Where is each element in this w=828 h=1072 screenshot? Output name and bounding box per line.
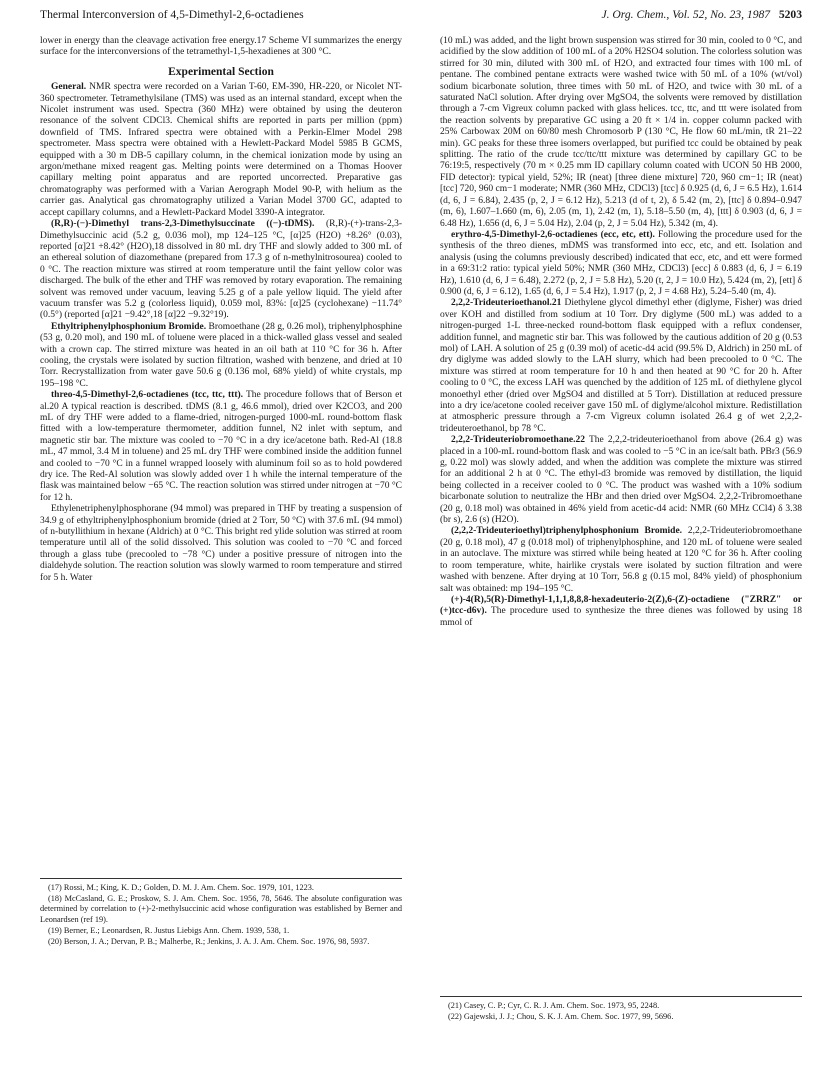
tdms-text: (R,R)-(+)-trans-2,3-Dimethylsuccinic acid (5.2 g, 0.036 mol), mp 124–125 °C, [α]25 (H2O) +8.26° (0.03), reported [α]21 +8.42° (H2O),18 dissolved in 80 mL dry THF and slowly added to 300 mL of an ethereal solution of diazomethane (prepared from 17.3 g of n-methylnitrosourea) cooled to 0 °C. The reaction mixture was stirred at room temperature until the faint yellow color was discharged. The bulk of the ether and THF was removed by rotary evaporation. The remaining solvent was removed under vacuum, leaving 5.25 g of a pale yellow liquid. The yield after vacuum transfer was 5.2 g (colorless liquid), 0.059 mol, 83%: [α]25 (cyclohexane) −11.74° (0.5°) (reported [α]21 −9.42°,18 [α]22 −9.32°19). — [40, 219, 403, 321]
ylide-paragraph: Ethylenetriphenylphosphorane (94 mmol) was prepared in THF by treating a suspension of 34.9 g of ethyltriphenylphosphonium bromide (dried at 2 Torr, 50 °C) with 37.6 mL (94 mmol) of n-butyllithium in hexane (Aldrich) at 0 °C. This bright red ylide solution was stirred at room temperature until all of the solid dissolved. This solution was cooled to −70 °C and forced through a glass tube (precooled to −78 °C) under a positive pressure of nitrogen into the dialdehyde solution. The reaction solution was slowly warmed to room temperature and stirred for 5 h. Water — [40, 504, 402, 583]
erythro-heading: erythro-4,5-Dimethyl-2,6-octadienes (ecc, etc, ett). — [451, 229, 655, 240]
trideuterioethanol-text: Diethylene glycol dimethyl ether (diglyme, Fisher) was dried over KOH and distilled from sodium at 10 Torr. Dry diglyme (500 mL) was added to a nitrogen-purged 1-L three-necked round-bottom flask equipped with a reflux condenser, addition funnel, and magnetic stir bar. This was followed by the cautious addition of 20 g (0.53 mol) of LAH. A solution of 25 g (0.39 mol) of acetic-d4 acid (99.5% D, Aldrich) in 250 mL of dry diglyme was added slowly to the LAH slurry, which had been precooled to 0 °C. The mixture was stirred at room temperature for 10 h and then heated at 90 °C for 20 h. After cooling to 0 °C, the excess LAH was quenched by the addition of 125 mL of diethylene glycol monoethyl ether (dried over MgSO4 and distilled at 5 Torr). Distillation at reduced pressure into a dry ice/acetone cooled receiver gave 150 mL of diglyme/alcohol mixture. Redistillation at atmospheric pressure through a 7-cm Vigreux column isolated 26.4 g of wet 2,2,2-trideuteroethanol, bp 78 °C. — [440, 298, 802, 434]
intro-paragraph: lower in energy than the cleavage activation free energy.17 Scheme VI summarizes the energy surface for the interconversions of the tetramethyl-1,5-hexadienes at 300 °C. — [40, 36, 402, 58]
footnotes-right — [440, 996, 802, 1023]
etpp-text: Bromoethane (28 g, 0.26 mol), triphenylphosphine (53 g, 0.20 mol), and 190 mL of toluene were placed in a thick-walled glass vessel and sealed with a crown cap. The stirred mixture was heated in an oil bath at 110 °C for 36 h. After cooling, the crystals were isolated by suction filtration, washed with benzene, and dried at 10 Torr. Recrystallization from water gave 50.6 g (0.136 mol, 68% yield) of white crystals, mp 195–198 °C. — [40, 321, 402, 389]
trideuteriobromoethane-text: The 2,2,2-trideuterioethanol from above (26.4 g) was placed in a 100-mL round-bottom flask and was cooled to −5 °C in an ice/salt bath. PBr3 (56.9 g, 0.22 mol) was slowly added, and when the addition was complete the mixture was stirred for an additional 2 h at 0 °C. The ethyl-d3 bromide was removed by distillation, the liquid being collected in a receiver cooled to 0 °C. The product was washed with a 10% sodium bicarbonate solution to neutralize the HBr and then dried over MgSO4. 2,2,2-Tribromoethane (20 g, 0.18 mol) was obtained in 46% yield from acetic-d4 acid: NMR (60 MHz CCl4) δ 3.38 (br s), 2.6 (s) (H2O). — [440, 435, 802, 526]
running-header — [40, 8, 802, 24]
footnote: (22) Gajewski, J. J.; Chou, S. K. J. Am. Chem. Soc. 1977, 99, 5696. — [448, 1012, 674, 1022]
left-column — [40, 36, 402, 584]
erythro-paragraph — [440, 230, 802, 298]
trideuterioethanol-paragraph — [440, 298, 802, 435]
phosphonium-paragraph — [440, 526, 802, 594]
phosphonium-heading: (2,2,2-Trideuterioethyl)triphenylphosphonium Bromide. — [451, 526, 683, 537]
hexadeuterio-heading: (+)-4(R),5(R)-Dimethyl-1,1,1,8,8,8-hexadeuterio-2(Z),6-(Z)-octadiene ("ZRRZ" or (+)tcc-d6v). — [440, 594, 802, 617]
etpp-paragraph — [40, 322, 402, 390]
footnote: (17) Rossi, M.; King, K. D.; Golden, D. M. J. Am. Chem. Soc. 1979, 101, 1223. — [48, 883, 314, 892]
trideuterioethanol-heading: 2,2,2-Trideuterioethanol.21 — [451, 298, 562, 309]
footnote: (19) Berner, E.; Leonardsen, R. Justus Liebigs Ann. Chem. 1939, 538, 1. — [48, 925, 290, 935]
trideuteriobromoethane-heading: 2,2,2-Trideuteriobromoethane.22 — [451, 435, 585, 446]
journal-citation — [601, 8, 802, 21]
footnote-rule — [440, 996, 802, 997]
phosphonium-text: 2,2,2-Trideuteriobromoethane (20 g, 0.18 mol), 47 g (0.018 mol) of triphenylphosphine, and 120 mL of toluene were sealed in an autoclave. The mixture was stirred while being heated at 120 °C for 36 h. After cooling to room temperature, white, hairlike crystals were isolated by suction filtration and were washed with benzene. After drying at 10 Torr, 56.8 g (0.15 mol, 84% yield) of phosphonium salt was obtained: mp 194–195 °C. — [440, 526, 802, 594]
trideuteriobromoethane-paragraph — [440, 435, 802, 526]
footnote: (18) McCasland, G. E.; Proskow, S. J. Am. Chem. Soc. 1956, 78, 5646. The absolute configuration was determined by correlation to (+)-2-methylsuccinic acid whose configuration was established by Berner and Leonardsen (ref 19). — [40, 894, 402, 924]
general-text: NMR spectra were recorded on a Varian T-60, EM-390, HR-220, or Nicolet NT-360 spectrometer. Tetramethylsilane (TMS) was used as an internal standard, except when the Nicolet instrument was used. Spectra (360 MHz) were obtained by using the deuteron resonance of the solvent CDCl3. Chemical shifts are reported in parts per million (ppm) downfield of TMS. Infrared spectra were obtained with a Perkin-Elmer Model 298 spectrometer. Mass spectra were obtained with a Hewlett-Packard Model 5985 B GCMS, equipped with a 30 m DB-5 capillary column, in the chemical ionization mode by using an argon/methane mixed reagent gas. Melting points were determined on a Thomas Hoover capillary melting point apparatus and are reported uncorrected. Preparative gas chromatography was performed with a Varian Aerograph Model 90-P, with helium as the carrier gas. Analytical gas chromatography utilized a Varian Model 3700 GC, adapted to accept capillary columns, and a Hewlett-Packard Model 3390-A integrator. — [40, 82, 402, 218]
threo-paragraph — [40, 390, 402, 504]
right-column — [440, 36, 802, 629]
hexadeuterio-paragraph — [440, 595, 802, 629]
footnotes-left — [40, 878, 402, 948]
threo-heading: threo-4,5-Dimethyl-2,6-octadienes (tcc, ttc, ttt). — [51, 390, 244, 401]
section-title: Experimental Section — [168, 65, 274, 78]
erythro-text: Following the procedure used for the synthesis of the threo dienes, mDMS was transformed into ecc, etc, and ett. Isolation and analysis (using the columns previously described) indicated that ecc, etc, and ett were formed in a 69:31:2 ratio: typical yield 50%; NMR (360 MHz, CDCl3) [ecc] δ 0.883 (d, 6, J = 6.19 Hz), 1.610 (d, 6, J = 6.48), 2.272 (p, 2, J = 5.8 Hz), 5.20 (t, 2, J = 10.0 Hz), 5.424 (m, 2), [ett] δ 0.900 (d, 6, J = 6.12), 1.65 (d, 6, J = 5.4 Hz), 1.917 (p, 2, J = 4.68 Hz), 5.24–5.40 (m, 4). — [440, 229, 802, 297]
footnote: (21) Casey, C. P.; Cyr, C. R. J. Am. Chem. Soc. 1973, 95, 2248. — [448, 1001, 660, 1010]
continuation-paragraph: (10 mL) was added, and the light brown suspension was stirred for 30 min, cooled to 0 °C, and acidified by the slow addition of 100 mL of a 20% H2SO4 solution. The colorless solution was stirred for 30 min, diluted with 300 mL of H2O, and extracted four times with 100 mL of pentane. The combined pentane extracts were washed twice with 50 mL of a 10% (wt/vol) sodium bicarbonate solution, three times with 50 mL of H2O, and twice with 30 mL of a saturated NaCl solution. After drying over MgSO4, the solvents were removed by distillation through a 7-cm Vigreux column packed with glass helices. tcc, ttc, and ttt were isolated from the reaction solvents by preparative GC using a 20 ft × 1/4 in. copper column packed with 25% Carbowax 20M on 60/80 mesh Chromosorb P (130 °C, He flow 60 mL/min, tR 21–22 min). GC peaks for these three isomers overlapped, but purified tcc could be obtained by peak splitting. The ratio of the crude tcc/ttc/ttt mixture was determined by capillary GC to be 76:19:5, respectively (70 m × 0.25 mm ID capillary column coated with UCON 50 HB 2000, FID detector): typical yield, 52%; IR (neat) [three diene mixture] 720, 960 cm−1; IR (neat) [tcc] 720, 960 cm−1 moderate; NMR (360 MHz, CDCl3) [tcc] δ 0.925 (d, 6, J = 6.5 Hz), 1.614 (d, 6, J = 6.84), 2.435 (p, 2, J = 6.12 Hz), 5.213 (d of t, 2), δ 5.42 (m, 2), [ttc] δ 0.894–0.947 (m, 6), 1.607–1.660 (m, 6), 2.05 (m, 1), 2.42 (m, 1), 5.18–5.50 (m, 4), [ttt] δ 0.903 (d, 6, J = 6.48 Hz), 1.656 (d, 6, J = 5.04 Hz), 2.04 (p, 2, J = 5.04 Hz), 5.342 (m, 4). — [440, 36, 802, 229]
tdms-paragraph — [40, 219, 402, 322]
hexadeuterio-text: The procedure used to synthesize the three dienes was followed by using 18 mmol of — [440, 606, 802, 628]
tdms-heading: (R,R)-(−)-Dimethyl trans-2,3-Dimethylsuccinate ((−)-tDMS). — [51, 219, 315, 230]
general-paragraph — [40, 82, 402, 219]
general-heading: General. — [51, 82, 87, 93]
journal-name: J. Org. Chem., Vol. 52, No. 23, 1987 — [601, 8, 771, 21]
threo-text: The procedure follows that of Berson et al.20 A typical reaction is described. tDMS (8.1 g, 46.6 mmol), dried over K2CO3, and 200 mL of dry THF were added to a flame-dried, nitrogen-purged 1000-mL round-bottom flask fitted with a low-temperature thermometer, addition funnel, N2 inlet with septum, and magnetic stir bar. The mixture was cooled to −70 °C in a dry ice/acetone bath. Red-Al (18.8 mL, 47 mmol, 3.4 M in toluene) and 25 mL dry THF were combined inside the addition funnel and cooled to −70 °C in a funnel wrapped loosely with aluminum foil so as to hold powdered dry ice. The Red-Al solution was slowly added over 1 h while the internal temperature of the flask was maintained below −65 °C. The reaction solution was stirred under nitrogen at −70 °C for 12 h. — [40, 390, 402, 503]
footnote: (20) Berson, J. A.; Dervan, P. B.; Malherbe, R.; Jenkins, J. A. J. Am. Chem. Soc. 1976, 98, 5937. — [48, 937, 370, 947]
etpp-heading: Ethyltriphenylphosphonium Bromide. — [51, 321, 207, 332]
running-title: Thermal Interconversion of 4,5-Dimethyl-2,6-octadienes — [40, 8, 304, 21]
page-number: 5203 — [778, 8, 802, 21]
footnote-rule — [40, 878, 402, 879]
